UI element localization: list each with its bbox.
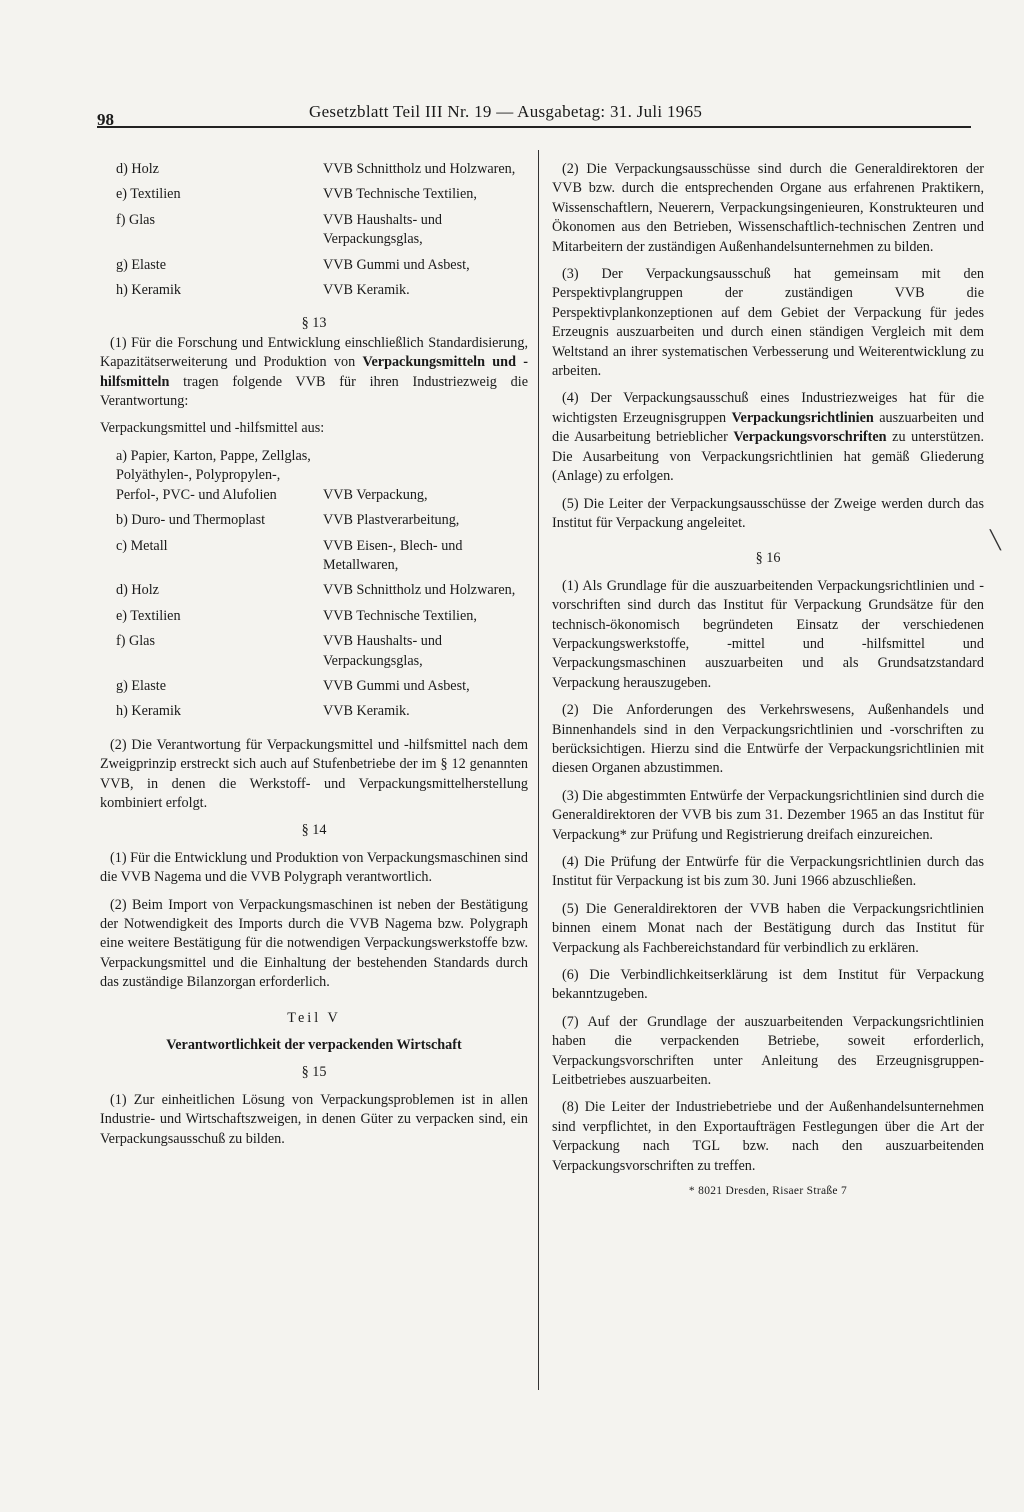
list-item-material: g) Elaste	[116, 677, 167, 694]
section-15-paragraph-5: (5) Die Leiter der Verpackungsausschüsse der Zweige werden durch das Institut für Verpackung angeleitet.	[552, 495, 984, 531]
list-item	[100, 211, 528, 250]
list-item-responsible-vvb: VVB Gummi und Asbest,	[323, 256, 470, 273]
list-item-responsible-vvb: VVB Haushalts- und Verpackungsglas,	[323, 633, 443, 669]
section-16-paragraph-1: (1) Als Grundlage für die auszuarbeitenden Verpackungsrichtlinien und -vorschriften sind durch das Institut für Verpackung Grundsätze für den technisch-ökonomisch begründeten Einsatz der verschiedenen Verpackungswerkstoffe, -mittel und -hilfsmittel und Verpackungsmaschinen auszuarbeiten und als Grundsatzstandard Verpackung herauszugeben.	[552, 577, 984, 691]
list-item-responsible-vvb: VVB Verpackung,	[323, 486, 428, 503]
section-16-title: § 16	[755, 550, 781, 567]
section-14-paragraph-1: (1) Für die Entwicklung und Produktion von Verpackungsmaschinen sind die VVB Nagema und die VVB Polygraph verantwortlich.	[100, 849, 528, 886]
list-item-material: d) Holz	[116, 161, 159, 177]
list-item	[100, 607, 528, 626]
list-item-material: e) Textilien	[116, 607, 181, 624]
responsibility-list	[100, 447, 528, 722]
section-13-paragraph-2: (2) Die Verantwortung für Verpackungsmittel und -hilfsmittel nach dem Zweigprinzip erstreckt sich auch auf Stufenbetriebe der im § 12 genannten VVB, in denen die Werkstoff- und Verpackungsmittelherstellung kombiniert erfolgt.	[100, 736, 528, 811]
list-intro: Verpackungsmittel und -hilfsmittel aus:	[100, 420, 325, 437]
section-16-paragraph-7: (7) Auf der Grundlage der auszuarbeitenden Verpackungsrichtlinien haben die verpackenden Betriebe, soweit erforderlich, Verpackungsvorschriften unter Anleitung des Erzeugnisgruppen-Leitbetriebes auszuarbeiten.	[552, 1013, 984, 1089]
list-item	[100, 632, 528, 671]
list-item-material: h) Keramik	[116, 703, 182, 720]
list-item-responsible-vvb: VVB Eisen-, Blech- und Metallwaren,	[323, 537, 463, 573]
left-column	[100, 160, 528, 1149]
list-item	[100, 537, 528, 576]
list-item-responsible-vvb: VVB Gummi und Asbest,	[323, 677, 470, 694]
right-column	[552, 160, 984, 1213]
list-item	[100, 256, 528, 275]
responsibility-list-continued	[100, 160, 528, 300]
section-16-paragraph-4: (4) Die Prüfung der Entwürfe für die Verpackungsrichtlinien durch das Institut für Verpackung ist bis zum 30. Juni 1966 abzuschließen.	[552, 854, 984, 890]
part-heading: Verantwortlichkeit der verpackenden Wirtschaft	[166, 1037, 462, 1054]
list-item-material: h) Keramik	[116, 282, 182, 299]
section-16-paragraph-8: (8) Die Leiter der Industriebetriebe und der Außenhandelsunternehmen sind verpflichtet, in den Exportaufträgen Festlegungen über die Art der Verpackung nach TGL bzw. nach den auszuarbeitenden Verpackungsvorschriften zu treffen.	[552, 1099, 984, 1174]
header-rule	[97, 126, 971, 128]
list-item-material: g) Elaste	[116, 256, 167, 273]
list-item	[100, 447, 528, 505]
section-16-paragraph-6: (6) Die Verbindlichkeitserklärung ist dem Institut für Verpackung bekanntzugeben.	[552, 967, 984, 1003]
list-item-material: a) Papier, Karton, Pappe, Zellglas, Polyäthylen-, Polypropylen-, Perfol-, PVC- und Alufolien	[116, 447, 311, 503]
section-16-paragraph-3: (3) Die abgestimmten Entwürfe der Verpackungsrichtlinien sind durch die Generaldirektoren der VVB bis zum 31. Dezember 1965 an das Institut für Verpackung* zur Prüfung und Registrierung dreifach einzureichen.	[552, 787, 984, 843]
section-13-paragraph-1: (1) Für die Forschung und Entwicklung einschließlich Standardisierung, Kapazitätserweiterung und Produktion von Verpackungsmitteln und -hilfsmitteln tragen folgende VVB für ihren Industriezweig die Verantwortung:	[100, 334, 529, 410]
section-16-paragraph-5: (5) Die Generaldirektoren der VVB haben die Verpackungsrichtlinien binnen einem Monat nach der Bestätigung durch das Institut für Verpackung als Fachbereichstandard für verbindlich zu erklären.	[552, 900, 984, 956]
list-item	[100, 160, 528, 179]
list-item	[100, 581, 528, 600]
part-label: Teil V	[287, 1009, 341, 1026]
list-item	[100, 702, 528, 721]
section-14-paragraph-2: (2) Beim Import von Verpackungsmaschinen ist neben der Bestätigung der Notwendigkeit des Imports durch die VVB Nagema bzw. Polygraph eine weitere Bestätigung für die notwendigen Verpackungswerkstoffe bzw. Verpackungsmittel und die Einhaltung der bestehenden Standards durch das zuständige Bilanzorgan erforderlich.	[100, 896, 528, 991]
list-item-material: b) Duro- und Thermoplast	[116, 512, 266, 529]
list-item-material: c) Metall	[116, 537, 168, 554]
section-15-paragraph-2: (2) Die Verpackungsausschüsse sind durch die Generaldirektoren der VVB bzw. durch die entsprechenden Organe aus erfahrenen Praktikern, Wissenschaftlern, Neuerern, Verpackungsingenieuren, Konstrukteuren und Ökonomen aus den Betrieben, Wissenschaftlich-technischen Zentren und Mitarbeitern der zuständigen Außenhandelsunternehmen zu bilden.	[552, 161, 984, 255]
column-divider	[538, 150, 539, 1390]
section-14-title: § 14	[301, 822, 327, 839]
list-item-material: e) Textilien	[116, 186, 181, 203]
section-15-title: § 15	[301, 1064, 327, 1081]
section-13-title: § 13	[301, 315, 327, 332]
list-item-responsible-vvb: VVB Plastverarbeitung,	[323, 512, 460, 529]
list-item-responsible-vvb: VVB Haushalts- und Verpackungsglas,	[323, 211, 443, 248]
section-15-paragraph-4: (4) Der Verpackungsausschuß eines Industriezweiges hat für die wichtigsten Erzeugnisgruppen Verpackungsrichtlinien auszuarbeiten und die Ausarbeitung betrieblicher Verpackungsvorschriften zu unterstützen. Die Ausarbeitung von Verpackungsrichtlinien hat gemäß Gliederung (Anlage) zu erfolgen.	[552, 390, 984, 485]
list-item-responsible-vvb: VVB Technische Textilien,	[323, 186, 477, 203]
list-item	[100, 281, 528, 300]
list-item-responsible-vvb: VVB Keramik.	[323, 282, 410, 299]
list-item-responsible-vvb: VVB Schnittholz und Holzwaren,	[323, 582, 516, 599]
list-item-material: d) Holz	[116, 582, 159, 599]
list-item	[100, 677, 528, 696]
header-title: Gesetzblatt Teil III Nr. 19 — Ausgabetag: 31. Juli 1965	[309, 102, 703, 121]
page-number: 98	[97, 110, 114, 129]
section-15-paragraph-1: (1) Zur einheitlichen Lösung von Verpackungsproblemen ist in allen Industrie- und Wirtschaftszweigen, in denen Güter zu verpacken sind, ein Verpackungsausschuß zu bilden.	[100, 1091, 528, 1147]
list-item-material: f) Glas	[116, 211, 156, 228]
section-16-paragraph-2: (2) Die Anforderungen des Verkehrswesens, Außenhandels und Binnenhandels sind in den Verpackungsrichtlinien und -vorschriften zu berücksichtigen. Hierzu sind die Entwürfe der Verpackungsrichtlinien mit diesen Organen abzustimmen.	[552, 702, 984, 777]
list-item	[100, 511, 528, 530]
margin-mark: ╲	[990, 530, 1001, 550]
list-item-responsible-vvb: VVB Schnittholz und Holzwaren,	[323, 161, 516, 177]
footnote: * 8021 Dresden, Risaer Straße 7	[688, 1185, 848, 1198]
list-item-material: f) Glas	[116, 633, 156, 650]
list-item-responsible-vvb: VVB Technische Textilien,	[323, 607, 477, 624]
list-item-responsible-vvb: VVB Keramik.	[323, 703, 410, 720]
page-header	[97, 102, 971, 129]
list-item	[100, 185, 528, 204]
section-15-paragraph-3: (3) Der Verpackungsausschuß hat gemeinsam mit den Perspektivplangruppen der zuständigen VVB die Perspektivplankonzeptionen auf dem Gebiet der Verpackung für jedes Erzeugnis auszuarbeiten und durch einen ständigen Vergleich mit dem Weltstand an ihrer systematischen Verbesserung und Weiterentwicklung zu arbeiten.	[552, 266, 984, 380]
